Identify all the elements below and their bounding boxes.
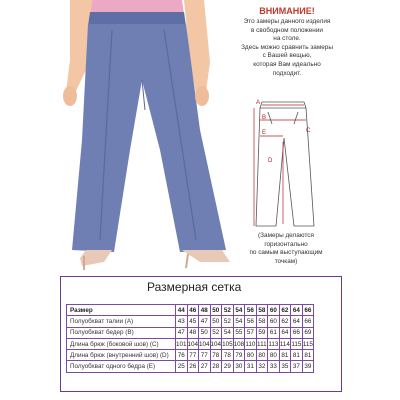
table-row — [67, 350, 314, 361]
measurement-notice — [222, 6, 352, 78]
value-cell: 61 — [268, 327, 280, 338]
size-cell: 44 — [176, 305, 188, 316]
row-name: Длина брюк (боковой шов) (C) — [67, 338, 176, 349]
row-name: Длина брюк (внутренний шов) (D) — [67, 350, 176, 361]
value-cell: 80 — [268, 350, 280, 361]
notice-line: Здесь можно сравнить замеры — [241, 43, 333, 51]
value-cell: 48 — [187, 327, 199, 338]
value-cell: 64 — [279, 327, 291, 338]
value-cell: 76 — [176, 350, 188, 361]
diagram-note-line: горизонтально — [264, 240, 308, 248]
value-cell: 27 — [199, 361, 211, 372]
value-cell: 52 — [210, 327, 222, 338]
value-cell: 81 — [291, 350, 303, 361]
diagram-label-b: B — [262, 115, 267, 121]
size-grid — [60, 276, 342, 392]
measurement-lines — [254, 105, 306, 226]
table-row — [67, 361, 314, 372]
value-cell: 110 — [245, 338, 257, 349]
row-name: Полуобхват одного бедра (E) — [67, 361, 176, 372]
size-cell: 46 — [187, 305, 199, 316]
notice-line: которая Вам идеально — [253, 60, 321, 68]
row-name: Полуобхват бедер (B) — [67, 327, 176, 338]
notice-line: с Вашей вещью, — [262, 52, 312, 60]
value-cell: 62 — [279, 316, 291, 327]
value-cell: 39 — [302, 361, 314, 372]
value-cell: 47 — [199, 316, 211, 327]
value-cell: 37 — [291, 361, 303, 372]
value-cell: 26 — [187, 361, 199, 372]
diagram-label-e: E — [262, 130, 267, 136]
value-cell: 29 — [222, 361, 234, 372]
table-row — [67, 338, 314, 349]
product-photo — [0, 0, 235, 272]
value-cell: 115 — [302, 338, 314, 349]
value-cell: 55 — [233, 327, 245, 338]
table-row — [67, 316, 314, 327]
value-cell: 56 — [245, 316, 257, 327]
diagram-label-d: D — [268, 158, 273, 164]
trousers-measurement-diagram — [250, 98, 320, 230]
diagram-note-line: по самым выступающим — [249, 249, 323, 257]
value-cell: 77 — [187, 350, 199, 361]
value-cell: 64 — [291, 316, 303, 327]
value-cell: 80 — [256, 350, 268, 361]
header-label: Размер — [67, 305, 176, 316]
value-cell: 111 — [256, 338, 268, 349]
value-cell: 77 — [199, 350, 211, 361]
value-cell: 43 — [176, 316, 188, 327]
value-cell: 66 — [291, 327, 303, 338]
value-cell: 66 — [302, 316, 314, 327]
value-cell: 81 — [279, 350, 291, 361]
value-cell: 78 — [222, 350, 234, 361]
notice-line: на столе. — [273, 35, 301, 43]
value-cell: 25 — [176, 361, 188, 372]
size-table — [66, 304, 314, 373]
size-cell: 62 — [279, 305, 291, 316]
value-cell: 59 — [256, 327, 268, 338]
notice-line: подходит. — [272, 69, 302, 77]
size-cell: 66 — [302, 305, 314, 316]
value-cell: 57 — [245, 327, 257, 338]
value-cell: 104 — [199, 338, 211, 349]
value-cell: 50 — [210, 316, 222, 327]
value-cell: 69 — [302, 327, 314, 338]
value-cell: 114 — [279, 338, 291, 349]
notice-line: Это замеры данного изделия — [243, 18, 331, 25]
table-row — [67, 327, 314, 338]
value-cell: 101 — [176, 338, 188, 349]
notice-title: ВНИМАНИЕ! — [259, 6, 315, 16]
value-cell: 33 — [268, 361, 280, 372]
value-cell: 104 — [210, 338, 222, 349]
value-cell: 35 — [279, 361, 291, 372]
value-cell: 115 — [291, 338, 303, 349]
value-cell: 81 — [302, 350, 314, 361]
size-cell: 64 — [291, 305, 303, 316]
value-cell: 54 — [222, 327, 234, 338]
size-cell: 48 — [199, 305, 211, 316]
value-cell: 50 — [199, 327, 211, 338]
value-cell: 104 — [187, 338, 199, 349]
value-cell: 52 — [222, 316, 234, 327]
value-cell: 78 — [210, 350, 222, 361]
size-cell: 60 — [268, 305, 280, 316]
value-cell: 54 — [233, 316, 245, 327]
value-cell: 30 — [233, 361, 245, 372]
size-cell: 50 — [210, 305, 222, 316]
size-cell: 54 — [233, 305, 245, 316]
value-cell: 79 — [233, 350, 245, 361]
value-cell: 60 — [268, 316, 280, 327]
value-cell: 113 — [268, 338, 280, 349]
value-cell: 31 — [245, 361, 257, 372]
diagram-note-line: точкам) — [274, 257, 298, 265]
value-cell: 58 — [256, 316, 268, 327]
value-cell: 32 — [256, 361, 268, 372]
value-cell: 28 — [210, 361, 222, 372]
value-cell: 80 — [245, 350, 257, 361]
size-cell: 56 — [245, 305, 257, 316]
row-name: Полуобхват талии (A) — [67, 316, 176, 327]
diagram-note-line: (Замеры делаются — [258, 232, 314, 239]
notice-line: в свободном положении — [251, 26, 323, 34]
value-cell: 108 — [233, 338, 245, 349]
size-grid-title: Размерная сетка — [147, 280, 242, 294]
size-cell: 52 — [222, 305, 234, 316]
table-header-row — [67, 305, 314, 316]
notice-text — [222, 18, 352, 78]
diagram-note — [236, 232, 336, 266]
size-cell: 58 — [256, 305, 268, 316]
value-cell: 45 — [187, 316, 199, 327]
diagram-label-c: C — [306, 128, 311, 134]
value-cell: 105 — [222, 338, 234, 349]
diagram-label-a: A — [256, 100, 261, 106]
value-cell: 47 — [176, 327, 188, 338]
